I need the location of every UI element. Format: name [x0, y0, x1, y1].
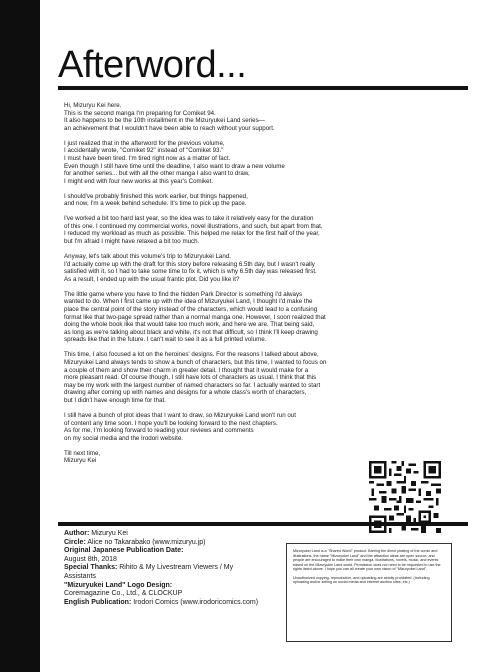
credit-logo-design: "Mizuryukei Land" Logo Design: Coremagazine Co., Ltd., & CLOCKUP — [64, 581, 183, 598]
paragraph: The little game where you have to find the hidden Park Director is something I'd always wanted to do. When I first came up with the idea of Mizuryukei Land, I thought I'd make the place the central point of the story instead of the characters, which would lead to a confusing format like that two-page spread rather than a normal manga one. However, I soon realized that doing the whole book like that would take too much work, and here we are. That being said, as long as we're talking about black and white, it's not that difficult, so I think I'll keep drawing spreads like that in the future. I can't wait to see it as a full printed volume. — [64, 290, 326, 344]
credit-english-publication: English Publication: Irodori Comics (www.irodoricomics.com) — [64, 598, 259, 606]
left-black-bar — [0, 0, 40, 672]
shared-world-notice — [286, 543, 452, 642]
credit-circle: Circle: Alice no Takarabako (www.mizuryu.jp) — [64, 538, 206, 546]
paragraph: I still have a bunch of plot ideas that I want to draw, so Mizuryukei Land won't run out of content any time soon. I hope you'll be looking forward to the next chapters. As for me, I'm looking forward to reading your reviews and comments on my social media and the Irodori website. — [64, 411, 296, 442]
paragraph: I should've probably finished this work earlier, but things happened, and now, I'm a week behind schedule. It's time to pick up the pace. — [64, 192, 248, 208]
notice-text: Mizuryukei Land is a "Shared World" product. Barring the direct pirating of the comic and illustrations, the name "Mizuryukei Land" and the attraction ideas are open source, and people are encouraged to make their own manga, illustrations, novels, music, and events based on the Mizuryukei Land world. Permission does not need to be requested to use the rights listed above. I hope you can all create your own vision of "Mizuryukei Land". — [293, 549, 441, 571]
page-title: Afterword... — [58, 44, 247, 86]
credits-rule — [58, 522, 468, 526]
paragraph: Anyway, let's talk about this volume's trip to Mizuryukei Land. I'd actually come up with the draft for this story before releasing 6.5th day, but I wasn't really satisfied with it, so I had to take some time to fix it, which is why 6.5th day was released first. As a result, I ended up with the usual frantic plot. Did you like it? — [64, 253, 317, 283]
notice-text: Unauthorized copying, reproduction, and uploading are strictly prohibited. (Including uploading and/or selling on social media and internet auction sites, etc.) — [293, 575, 430, 584]
paragraph: I've worked a bit too hard last year, so the idea was to take it relatively easy for the duration of this one. I continued my commercial works, novel illustrations, and such, but apart from that, I reduced my workload as much as possible. This helped me relax for the first half of the year, but I'm afraid I might have relaxed a bit too much. — [64, 215, 323, 246]
paragraph: This time, I also focused a lot on the heroines' designs. For the reasons I talked about above, Mizuryukei Land always tends to show a bunch of characters, but this time, I wanted to focus on a couple of them and show their charm in greater detail. I thought that it would make for a more pleasant read. Of course though, I still have lots of characters as usual. I think that this may be my work with the largest number of named characters so far. I actually wanted to start drawing after coming up with names and designs for a whole class's worth of characters, but I didn't have enough time for that. — [64, 351, 327, 404]
credit-special-thanks: Special Thanks: Rihito & My Livestream Viewers / My Assistants — [64, 564, 234, 580]
title-rule — [58, 86, 468, 90]
credit-pub-date: Original Japanese Publication Date: August 8th, 2018 — [64, 547, 184, 563]
signoff: Till next time, Mizuryu Kei — [64, 449, 101, 465]
paragraph: Hi, Mizuryu Kei here. This is the second manga I'm preparing for Comiket 94. It also happens to be the 10th installment in the Mizuryukei Land series— an achievement that I wouldn't have been able to reach without your support. — [64, 102, 275, 132]
credit-author: Author: Mizuryu Kei — [64, 530, 128, 537]
credits-block — [64, 530, 264, 607]
paragraph: I just realized that in the afterword for the previous volume, I accidentally wrote, "Comiket 92" instead of "Comiket 93." I must have been tired. I'm tired right now as a matter of fact. Even though I still have time until the deadline, I also want to draw a new volume for another series... but with all the other manga I also want to draw, I might end with four new works at this year's Comiket. — [64, 139, 285, 185]
afterword-body — [64, 102, 468, 472]
